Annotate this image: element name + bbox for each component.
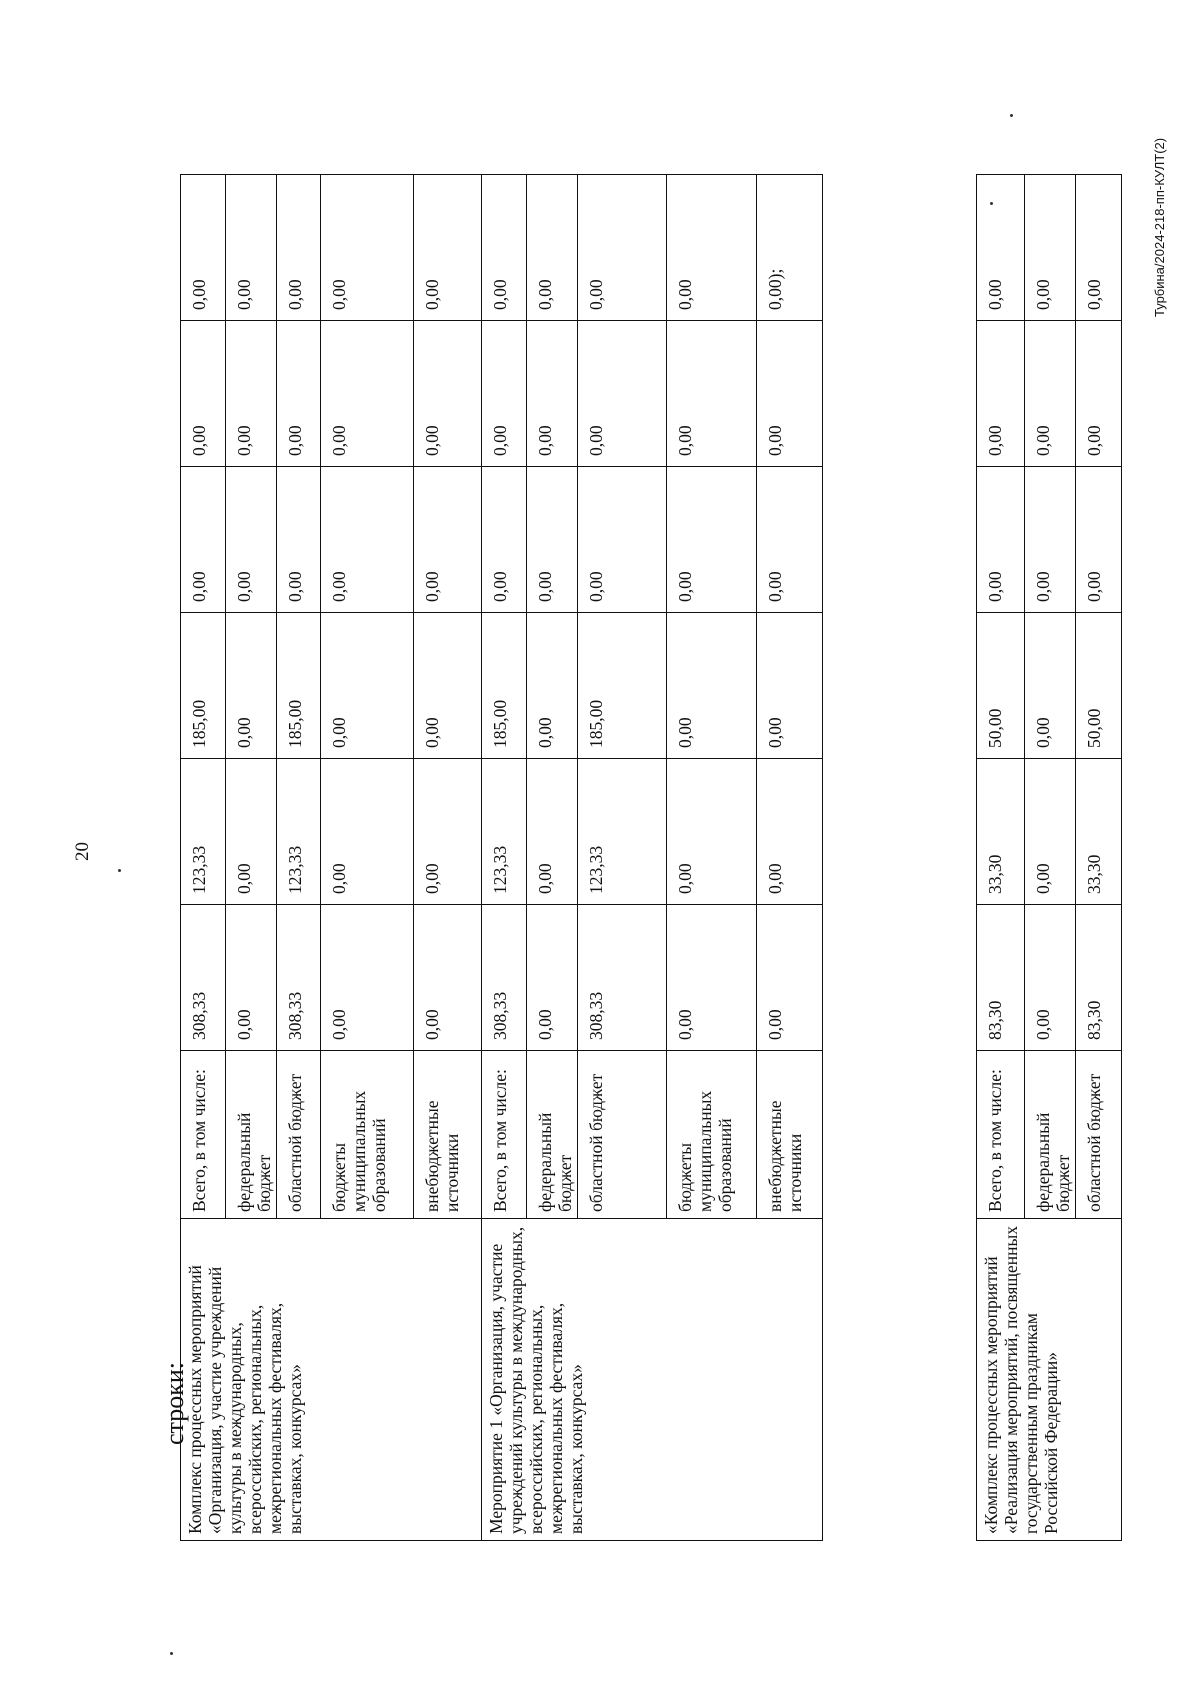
amount-cell: 83,30 (1076, 905, 1122, 1051)
amount-cell: 0,00 (277, 467, 321, 613)
program-name-cell: «Комплекс процессных мероприятий «Реализация мероприятий, посвященных государственным праздникам Российской Федерации» (977, 1219, 1122, 1541)
amount-cell: 0,00 (527, 613, 578, 759)
amount-cell: 308,33 (181, 905, 226, 1051)
table-row (482, 175, 527, 1541)
amount-cell: 0,00 (527, 759, 578, 905)
budget-table-culture-events (180, 174, 823, 1541)
amount-cell: 0,00 (757, 613, 823, 759)
funding-source-cell: Всего, в том числе: (181, 1051, 226, 1219)
funding-source-cell: федеральный бюджет (1025, 1051, 1076, 1219)
funding-source-cell: федеральный бюджет (226, 1051, 277, 1219)
amount-cell: 0,00 (482, 467, 527, 613)
amount-cell: 0,00 (527, 905, 578, 1051)
intro-word: строки: (160, 1362, 189, 1445)
amount-cell: 0,00 (757, 321, 823, 467)
amount-cell: 0,00 (181, 321, 226, 467)
amount-cell: 0,00 (1025, 613, 1076, 759)
amount-cell: 0,00 (977, 467, 1025, 613)
amount-cell: 0,00); (757, 175, 823, 321)
amount-cell: 0,00 (667, 613, 757, 759)
amount-cell: 0,00 (321, 321, 414, 467)
amount-cell: 0,00 (667, 759, 757, 905)
amount-cell: 83,30 (977, 905, 1025, 1051)
amount-cell: 0,00 (226, 759, 277, 905)
amount-cell: 0,00 (321, 613, 414, 759)
budget-table-holidays (976, 174, 1122, 1541)
amount-cell: 0,00 (277, 175, 321, 321)
amount-cell: 0,00 (226, 467, 277, 613)
funding-source-cell: внебюджетные источники (414, 1051, 482, 1219)
program-name-cell: Мероприятие 1 «Организация, участие учреждений культуры в международных, всероссийских, региональных, межрегиональных фестивалях, выставках, конкурсах» (482, 1219, 823, 1541)
amount-cell: 185,00 (482, 613, 527, 759)
table-row (977, 175, 1025, 1541)
amount-cell: 0,00 (527, 467, 578, 613)
amount-cell: 0,00 (1025, 175, 1076, 321)
amount-cell: 0,00 (414, 467, 482, 613)
amount-cell: 123,33 (578, 759, 667, 905)
amount-cell: 0,00 (1025, 467, 1076, 613)
program-name-cell: Комплекс процессных мероприятий «Организация, участие учреждений культуры в международных, всероссийских, региональных, межрегиональных фестивалях, выставках, конкурсах» (181, 1219, 482, 1541)
amount-cell: 0,00 (578, 467, 667, 613)
amount-cell: 0,00 (414, 321, 482, 467)
funding-source-cell: областной бюджет (1076, 1051, 1122, 1219)
scan-speck (1010, 114, 1013, 117)
funding-source-cell: областной бюджет (578, 1051, 667, 1219)
amount-cell: 0,00 (482, 175, 527, 321)
amount-cell: 123,33 (277, 759, 321, 905)
amount-cell: 0,00 (757, 759, 823, 905)
amount-cell: 123,33 (482, 759, 527, 905)
amount-cell: 0,00 (757, 905, 823, 1051)
scan-speck (990, 202, 993, 205)
amount-cell: 0,00 (578, 175, 667, 321)
amount-cell: 0,00 (578, 321, 667, 467)
funding-source-cell: внебюджетные источники (757, 1051, 823, 1219)
table-row (181, 175, 226, 1541)
amount-cell: 0,00 (414, 905, 482, 1051)
amount-cell: 0,00 (1025, 759, 1076, 905)
amount-cell: 123,33 (181, 759, 226, 905)
document-code: Турбина/2024-218-пп-КУЛТ(2) (1152, 137, 1167, 317)
amount-cell: 0,00 (667, 905, 757, 1051)
amount-cell: 50,00 (1076, 613, 1122, 759)
amount-cell: 0,00 (667, 175, 757, 321)
amount-cell: 33,30 (977, 759, 1025, 905)
amount-cell: 308,33 (277, 905, 321, 1051)
amount-cell: 0,00 (414, 613, 482, 759)
amount-cell: 0,00 (226, 905, 277, 1051)
amount-cell: 0,00 (757, 467, 823, 613)
amount-cell: 308,33 (578, 905, 667, 1051)
amount-cell: 33,30 (1076, 759, 1122, 905)
amount-cell: 0,00 (181, 175, 226, 321)
amount-cell: 0,00 (226, 321, 277, 467)
amount-cell: 185,00 (181, 613, 226, 759)
amount-cell: 0,00 (1076, 467, 1122, 613)
amount-cell: 0,00 (321, 759, 414, 905)
amount-cell: 0,00 (181, 467, 226, 613)
scan-speck (118, 869, 121, 872)
amount-cell: 0,00 (321, 175, 414, 321)
scan-speck (170, 1652, 173, 1655)
amount-cell: 0,00 (977, 321, 1025, 467)
funding-source-cell: Всего, в том числе: (977, 1051, 1025, 1219)
amount-cell: 0,00 (1076, 175, 1122, 321)
funding-source-cell: областной бюджет (277, 1051, 321, 1219)
amount-cell: 0,00 (1076, 321, 1122, 467)
amount-cell: 0,00 (667, 467, 757, 613)
amount-cell: 0,00 (414, 175, 482, 321)
funding-source-cell: Всего, в том числе: (482, 1051, 527, 1219)
page-number: 20 (72, 842, 93, 861)
amount-cell: 0,00 (226, 613, 277, 759)
amount-cell: 185,00 (578, 613, 667, 759)
funding-source-cell: бюджеты муниципальных образований (321, 1051, 414, 1219)
amount-cell: 0,00 (1025, 905, 1076, 1051)
amount-cell: 0,00 (414, 759, 482, 905)
amount-cell: 0,00 (527, 175, 578, 321)
funding-source-cell: бюджеты муниципальных образований (667, 1051, 757, 1219)
amount-cell: 0,00 (977, 175, 1025, 321)
amount-cell: 0,00 (1025, 321, 1076, 467)
amount-cell: 0,00 (667, 321, 757, 467)
funding-source-cell: федеральный бюджет (527, 1051, 578, 1219)
amount-cell: 185,00 (277, 613, 321, 759)
amount-cell: 0,00 (482, 321, 527, 467)
amount-cell: 0,00 (226, 175, 277, 321)
amount-cell: 308,33 (482, 905, 527, 1051)
amount-cell: 0,00 (321, 905, 414, 1051)
amount-cell: 50,00 (977, 613, 1025, 759)
amount-cell: 0,00 (277, 321, 321, 467)
amount-cell: 0,00 (321, 467, 414, 613)
amount-cell: 0,00 (527, 321, 578, 467)
